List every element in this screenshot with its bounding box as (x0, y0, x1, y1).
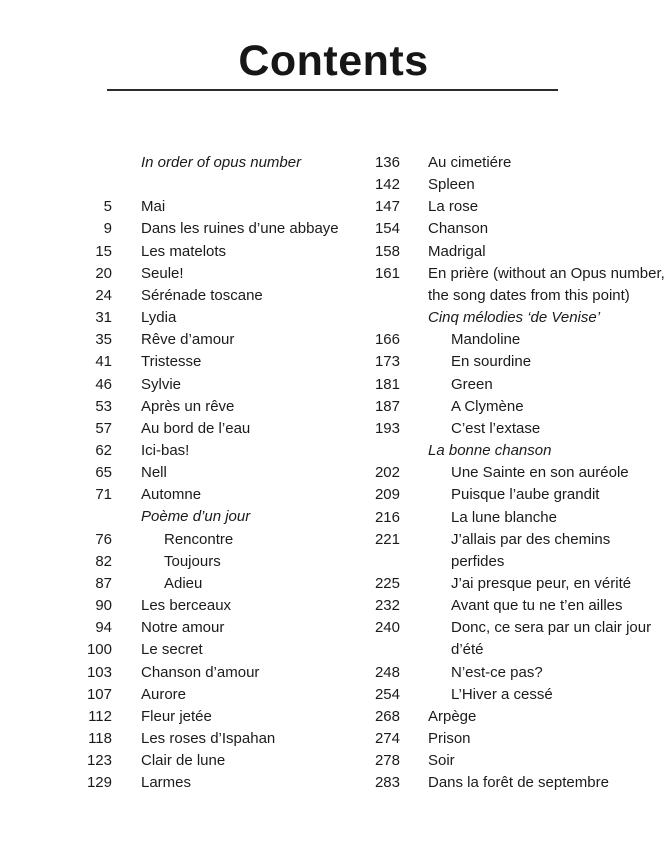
song-title (141, 706, 212, 728)
page-number: 248 (374, 663, 400, 681)
page-number: 129 (86, 774, 112, 792)
page-number: 82 (95, 552, 112, 570)
page-number: 123 (86, 752, 112, 770)
song-title-line: Sérénade toscane (141, 286, 263, 304)
page-number: 232 (374, 597, 400, 615)
page-number: 202 (374, 464, 400, 482)
song-title-line: Green (451, 375, 493, 393)
song-title-line: Ici-bas! (141, 442, 190, 460)
song-title (428, 728, 471, 750)
song-title (141, 374, 181, 396)
song-title-line: Mai (141, 198, 166, 216)
song-title-line: Les matelots (141, 242, 227, 260)
page-number: 71 (95, 486, 112, 504)
page-number: 187 (374, 397, 400, 415)
toc-entry (288, 573, 665, 595)
page-number: 31 (95, 309, 112, 327)
song-title (451, 374, 493, 396)
song-title (451, 462, 629, 484)
toc-entry (288, 529, 665, 573)
song-title-line: Spleen (428, 176, 475, 194)
toc-entry (288, 263, 665, 307)
page-number: 136 (374, 154, 400, 171)
toc-entry (288, 174, 665, 196)
song-title-line: Donc, ce sera par un clair jour (451, 619, 652, 637)
page-number: 9 (103, 220, 112, 238)
song-title-line: Les roses d’Ispahan (141, 730, 276, 748)
page-number: 181 (374, 375, 400, 393)
song-title-line: perfides (451, 552, 505, 570)
page-number: 94 (95, 619, 112, 637)
song-title-line: Larmes (141, 774, 192, 792)
song-title-line: Avant que tu ne t’en ailles (451, 597, 623, 615)
song-title-line: Chanson (428, 220, 489, 238)
toc-entry (288, 595, 665, 617)
section-heading-label: Poème d’un jour (141, 508, 251, 526)
song-title (141, 440, 189, 462)
song-title-line: Seule! (141, 264, 184, 282)
song-title-line: Prison (428, 730, 471, 748)
section-heading (288, 440, 665, 462)
song-title-line: A Clymène (451, 397, 524, 415)
page-number: 142 (374, 176, 400, 194)
page-number: 283 (374, 774, 400, 792)
song-title (141, 462, 167, 484)
song-title (141, 772, 191, 794)
song-title (141, 484, 201, 506)
section-heading-label: Cinq mélodies ‘de Venise’ (428, 309, 601, 327)
page-number: 147 (374, 198, 400, 216)
song-title (428, 218, 488, 240)
song-title (451, 418, 540, 440)
page-number: 216 (374, 508, 400, 526)
page-number: 5 (103, 198, 112, 216)
page-number: 53 (95, 397, 112, 415)
page-number: 274 (374, 730, 400, 748)
song-title (428, 241, 486, 263)
page-number: 112 (88, 707, 112, 725)
toc-entry (288, 196, 665, 218)
song-title (428, 263, 665, 307)
song-title-line: J’allais par des chemins (451, 530, 611, 548)
page-number: 90 (95, 597, 112, 615)
song-title-line: Les berceaux (141, 597, 232, 615)
page-number: 118 (88, 730, 112, 748)
toc-entry (288, 418, 665, 440)
page-number: 209 (374, 486, 400, 504)
song-title-line: Lydia (141, 309, 177, 327)
song-title-line: Automne (141, 486, 202, 504)
song-title (141, 595, 231, 617)
song-title (428, 750, 455, 772)
toc-entry (288, 462, 665, 484)
song-title-line: Une Sainte en son auréole (451, 464, 629, 482)
toc-entry (288, 218, 665, 240)
song-title-line: N’est-ce pas? (451, 663, 543, 681)
page-number: 221 (374, 530, 400, 548)
song-title (141, 329, 234, 351)
page-number: 278 (374, 752, 400, 770)
page-number: 35 (95, 331, 112, 349)
song-title-line: Dans la forêt de septembre (428, 774, 609, 792)
song-title-line: Fleur jetée (141, 707, 212, 725)
song-title (451, 507, 557, 529)
toc-entry (288, 706, 665, 728)
section-heading (288, 307, 665, 329)
toc-entry (288, 662, 665, 684)
song-title-line: L’Hiver a cessé (451, 685, 553, 703)
song-title (164, 551, 221, 573)
song-title-line: the song dates from this point) (428, 286, 630, 304)
song-title (451, 529, 610, 573)
page-number: 46 (95, 375, 112, 393)
song-title (141, 684, 186, 706)
page-number: 20 (95, 264, 112, 282)
song-title (141, 351, 201, 373)
song-title (428, 174, 475, 196)
page-number: 161 (374, 264, 400, 282)
page-number: 87 (95, 574, 112, 592)
toc-entry (288, 617, 665, 661)
song-title-line: Notre amour (141, 619, 225, 637)
page-number: 158 (374, 242, 400, 260)
page-number: 225 (374, 574, 400, 592)
song-title-line: Adieu (164, 574, 203, 592)
toc-entry (288, 351, 665, 373)
song-title (141, 728, 275, 750)
song-title (141, 241, 226, 263)
song-title (451, 396, 524, 418)
song-title-line: En prière (without an Opus number, (428, 264, 665, 282)
song-title-line: Mandoline (451, 331, 521, 349)
song-title (141, 418, 250, 440)
song-title-line: C’est l’extase (451, 419, 541, 437)
song-title (428, 196, 478, 218)
song-title-line: Dans les ruines d’une abbaye (141, 220, 339, 238)
song-title (451, 573, 631, 595)
page-number: 15 (95, 242, 112, 260)
song-title (428, 152, 511, 174)
song-title-line: Arpège (428, 707, 477, 725)
song-title (164, 529, 233, 551)
toc-entry (288, 396, 665, 418)
page-number: 193 (374, 419, 400, 437)
toc-entry (288, 728, 665, 750)
song-title-line: La rose (428, 198, 479, 216)
song-title-line: d’été (451, 641, 484, 659)
song-title-line: Madrigal (428, 242, 486, 260)
song-title (428, 706, 476, 728)
song-title-line: Après un rêve (141, 397, 235, 415)
song-title-line: Au bord de l’eau (141, 419, 251, 437)
page-number: 41 (95, 353, 112, 371)
song-title-line: Chanson d’amour (141, 663, 260, 681)
song-title (141, 196, 165, 218)
toc-entry (288, 484, 665, 506)
song-title-line: Aurore (141, 685, 187, 703)
toc-entry (288, 750, 665, 772)
toc-entry (288, 374, 665, 396)
section-heading-label: In order of opus number (141, 154, 302, 171)
page-number: 268 (374, 707, 400, 725)
song-title (141, 617, 224, 639)
page-number: 166 (374, 331, 400, 349)
title-rule (107, 89, 558, 91)
song-title-line: Nell (141, 464, 167, 482)
song-title-line: Le secret (141, 641, 203, 659)
toc-column-right (288, 152, 665, 795)
page-number: 154 (374, 220, 400, 238)
toc-entry (288, 507, 665, 529)
page-number: 107 (86, 685, 112, 703)
song-title (451, 484, 599, 506)
song-title-line: J’ai presque peur, en vérité (451, 574, 632, 592)
page-number: 254 (374, 685, 400, 703)
song-title (141, 750, 225, 772)
song-title-line: Sylvie (141, 375, 182, 393)
song-title (451, 662, 543, 684)
page-number: 173 (374, 353, 400, 371)
toc-entry (288, 772, 665, 794)
page-number: 100 (86, 641, 112, 659)
song-title-line: Clair de lune (141, 752, 226, 770)
song-title (451, 617, 651, 661)
song-title (428, 772, 609, 794)
song-title-line: Toujours (164, 552, 221, 570)
song-title (141, 396, 234, 418)
page-title: Contents (238, 37, 429, 85)
toc-entry (288, 152, 665, 174)
song-title (141, 285, 263, 307)
song-title (451, 595, 623, 617)
song-title (141, 307, 176, 329)
song-title-line: Puisque l’aube grandit (451, 486, 600, 504)
song-title (164, 573, 202, 595)
page-number: 240 (374, 619, 400, 637)
page-number: 57 (95, 419, 112, 437)
song-title (141, 263, 184, 285)
toc-entry (288, 329, 665, 351)
song-title-line: Rêve d’amour (141, 331, 235, 349)
page-number: 24 (95, 286, 112, 304)
song-title (141, 662, 259, 684)
song-title-line: La lune blanche (451, 508, 557, 526)
page-number: 62 (95, 442, 112, 460)
song-title (141, 639, 203, 661)
toc-entry (288, 684, 665, 706)
page-number: 76 (95, 530, 112, 548)
song-title-line: Au cimetiére (428, 154, 512, 171)
song-title (451, 329, 520, 351)
song-title-line: Rencontre (164, 530, 234, 548)
song-title (451, 684, 553, 706)
song-title-line: Tristesse (141, 353, 202, 371)
song-title (451, 351, 531, 373)
section-heading-label: La bonne chanson (428, 442, 552, 460)
page-number: 65 (95, 464, 112, 482)
page-number: 103 (86, 663, 112, 681)
song-title-line: Soir (428, 752, 455, 770)
song-title-line: En sourdine (451, 353, 532, 371)
toc-entry (288, 241, 665, 263)
